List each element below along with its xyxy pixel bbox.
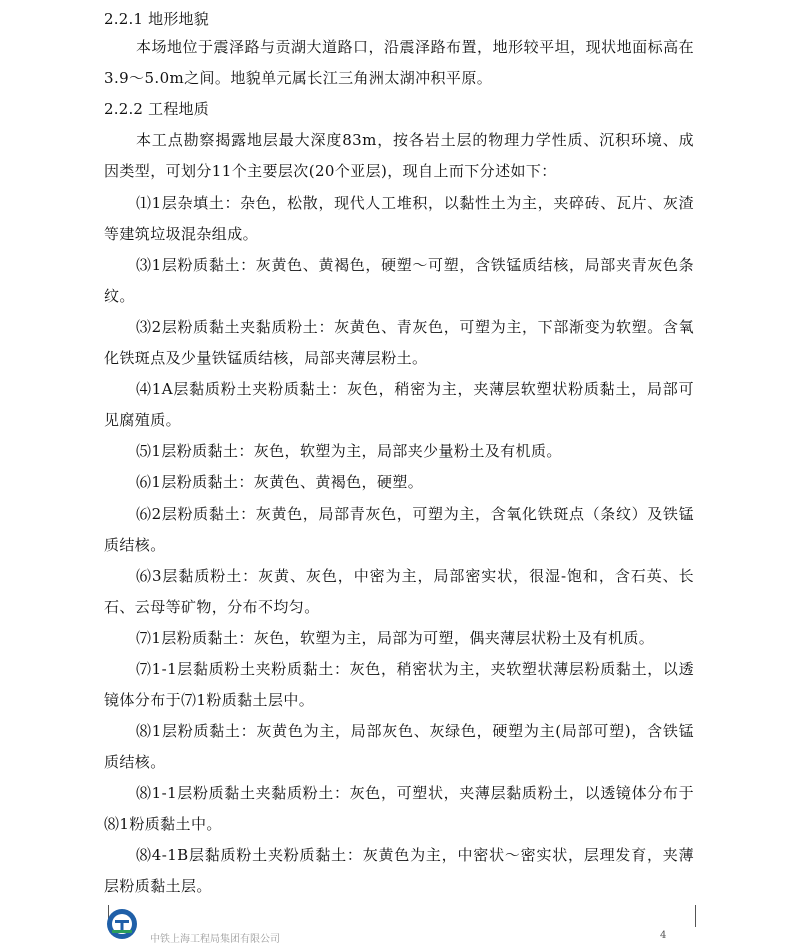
layer-item: ⑺1-1层黏质粉土夹粉质黏土：灰色，稍密状为主，夹软塑状薄层粉质黏土，以透镜体分布于⑺1粉质黏土层中。: [104, 660, 694, 709]
layer-item: ⑹2层粉质黏土：灰黄色，局部青灰色，可塑为主，含氧化铁斑点（条纹）及铁锰质结核。: [104, 505, 694, 554]
paragraph-terrain: 本场地位于震泽路与贡湖大道路口，沿震泽路布置，地形较平坦，现状地面标高在3.9～5.0m之间。地貌单元属长江三角洲太湖冲积平原。: [104, 38, 694, 87]
margin-corner-mark-right: [695, 905, 718, 927]
section-heading-2-2-2: 2.2.2 工程地质: [104, 100, 209, 118]
company-logo-icon: [106, 908, 138, 940]
layer-item: ⑴1层杂填土：杂色，松散，现代人工堆积，以黏性土为主，夹碎砖、瓦片、灰渣等建筑垃圾混杂组成。: [104, 194, 694, 243]
layer-item: ⑶2层粉质黏土夹黏质粉土：灰黄色、青灰色，可塑为主，下部渐变为软塑。含氧化铁斑点及少量铁锰质结核，局部夹薄层粉土。: [104, 318, 694, 367]
layer-item: ⑻1层粉质黏土：灰黄色为主，局部灰色、灰绿色，硬塑为主(局部可塑)，含铁锰质结核。: [104, 722, 694, 771]
layer-item: ⑺1层粉质黏土：灰色，软塑为主，局部为可塑，偶夹薄层状粉土及有机质。: [136, 629, 655, 647]
section-heading-2-2-1: 2.2.1 地形地貌: [104, 10, 209, 28]
layer-item: ⑻1-1层粉质黏土夹黏质粉土：灰色，可塑状，夹薄层黏质粉土，以透镜体分布于⑻1粉质黏土中。: [104, 784, 694, 833]
footer-page-number: 4: [660, 930, 667, 941]
layer-item: ⑶1层粉质黏土：灰黄色、黄褐色，硬塑～可塑，含铁锰质结核，局部夹青灰色条纹。: [104, 256, 694, 305]
layer-item: ⑻4-1B层黏质粉土夹粉质黏土：灰黄色为主，中密状～密实状，层理发育，夹薄层粉质黏土层。: [104, 846, 694, 895]
layer-item: ⑷1A层黏质粉土夹粉质黏土：灰色，稍密为主，夹薄层软塑状粉质黏土，局部可见腐殖质。: [104, 380, 694, 429]
layer-item: ⑹1层粉质黏土：灰黄色、黄褐色，硬塑。: [136, 473, 424, 491]
layer-item: ⑸1层粉质黏土：灰色，软塑为主，局部夹少量粉土及有机质。: [136, 442, 562, 460]
footer-company-name: 中铁上海工程局集团有限公司: [150, 934, 280, 945]
paragraph-geology-intro: 本工点勘察揭露地层最大深度83m，按各岩土层的物理力学性质、沉积环境、成因类型，可划分11个主要层次(20个亚层)，现自上而下分述如下：: [104, 131, 694, 180]
layer-item: ⑹3层黏质粉土：灰黄、灰色，中密为主，局部密实状，很湿-饱和，含石英、长石、云母等矿物，分布不均匀。: [104, 567, 694, 616]
